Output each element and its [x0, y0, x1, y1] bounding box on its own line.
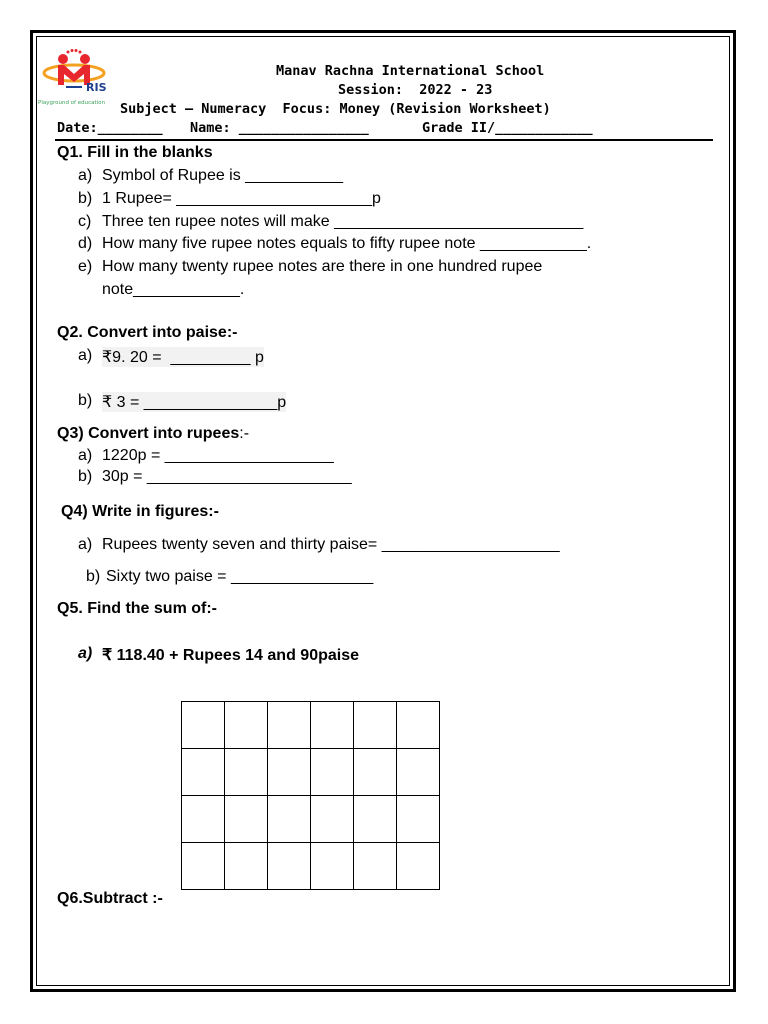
grid-cell[interactable]	[354, 843, 397, 890]
grid-cell[interactable]	[225, 702, 268, 749]
grid-cell[interactable]	[311, 843, 354, 890]
name-field: Name: ________________	[190, 120, 369, 136]
grid-cell[interactable]	[354, 702, 397, 749]
q6-title: Q6.Subtract :-	[57, 890, 163, 907]
q3-title-text: Q3) Convert into rupees	[57, 425, 240, 442]
q1-item-text: How many five rupee notes equals to fifty rupee note ____________.	[102, 235, 592, 252]
logo-tagline: Playground of education	[38, 100, 106, 106]
grid-cell[interactable]	[225, 796, 268, 843]
school-name: Manav Rachna International School	[276, 63, 545, 79]
q1-item-text: How many twenty rupee notes are there in one hundred rupee	[102, 258, 543, 275]
grid-cell[interactable]	[397, 796, 440, 843]
grid-cell[interactable]	[182, 843, 225, 890]
q3-title-suffix: :-	[239, 425, 250, 442]
q2-title: Q2. Convert into paise:-	[57, 324, 238, 341]
q1-item-marker: a)	[78, 167, 93, 184]
session: Session: 2022 - 23	[338, 82, 493, 98]
grid-cell[interactable]	[311, 749, 354, 796]
q5-item-text: ₹ 118.40 + Rupees 14 and 90paise	[102, 647, 359, 664]
q5-item-marker: a)	[78, 645, 93, 662]
q5-title: Q5. Find the sum of:-	[57, 600, 217, 617]
q1-item-marker: e)	[78, 258, 93, 275]
q3-item-text: 1220p = ___________________	[102, 447, 334, 464]
header-divider	[55, 139, 713, 141]
grid-cell[interactable]	[311, 796, 354, 843]
q3-title	[57, 425, 249, 443]
grid-cell[interactable]	[225, 843, 268, 890]
grid-cell[interactable]	[182, 796, 225, 843]
q4-item-marker: a)	[78, 536, 93, 553]
grid-cell[interactable]	[354, 796, 397, 843]
q2-item-marker: b)	[78, 392, 93, 409]
logo-text: RIS	[86, 81, 107, 94]
school-logo	[38, 48, 114, 108]
grid-row	[182, 702, 440, 749]
grid-row	[182, 749, 440, 796]
q1-item-text: Three ten rupee notes will make ____________________________	[102, 213, 584, 230]
q2-item-marker: a)	[78, 347, 93, 364]
q1-title: Q1. Fill in the blanks	[57, 144, 213, 161]
q1-item-marker: b)	[78, 190, 93, 207]
q1-item-marker: d)	[78, 235, 93, 252]
q3-item-marker: a)	[78, 447, 93, 464]
q3-item-marker: b)	[78, 468, 93, 485]
grid-cell[interactable]	[268, 702, 311, 749]
grid-cell[interactable]	[397, 749, 440, 796]
grid-row	[182, 843, 440, 890]
grade-field: Grade II/____________	[422, 120, 593, 136]
grid-cell[interactable]	[354, 749, 397, 796]
q4-title: Q4) Write in figures:-	[61, 503, 219, 520]
grid-cell[interactable]	[268, 749, 311, 796]
subject-line: Subject – Numeracy Focus: Money (Revision Worksheet)	[120, 101, 551, 117]
q1-item-continuation: note____________.	[102, 281, 245, 298]
grid-cell[interactable]	[268, 796, 311, 843]
grid-row	[182, 796, 440, 843]
q4-item-text: Sixty two paise = ________________	[106, 568, 374, 585]
grid-cell[interactable]	[182, 749, 225, 796]
date-field: Date:________	[57, 120, 163, 136]
grid-cell[interactable]	[268, 843, 311, 890]
q2-item-text: ₹9. 20 = _________ p	[102, 349, 264, 366]
q1-item-text: Symbol of Rupee is ___________	[102, 167, 344, 184]
grid-cell[interactable]	[225, 749, 268, 796]
q2-item-text: ₹ 3 = _______________p	[102, 394, 287, 411]
q4-item-text: Rupees twenty seven and thirty paise= ____________________	[102, 536, 560, 553]
q3-item-text: 30p = _______________________	[102, 468, 352, 485]
grid-cell[interactable]	[182, 702, 225, 749]
q4-item-marker: b)	[86, 568, 101, 585]
grid-cell[interactable]	[397, 702, 440, 749]
grid-cell[interactable]	[311, 702, 354, 749]
answer-grid	[181, 701, 440, 890]
grid-cell[interactable]	[397, 843, 440, 890]
q1-item-marker: c)	[78, 213, 92, 230]
q1-item-text: 1 Rupee= ______________________p	[102, 190, 381, 207]
